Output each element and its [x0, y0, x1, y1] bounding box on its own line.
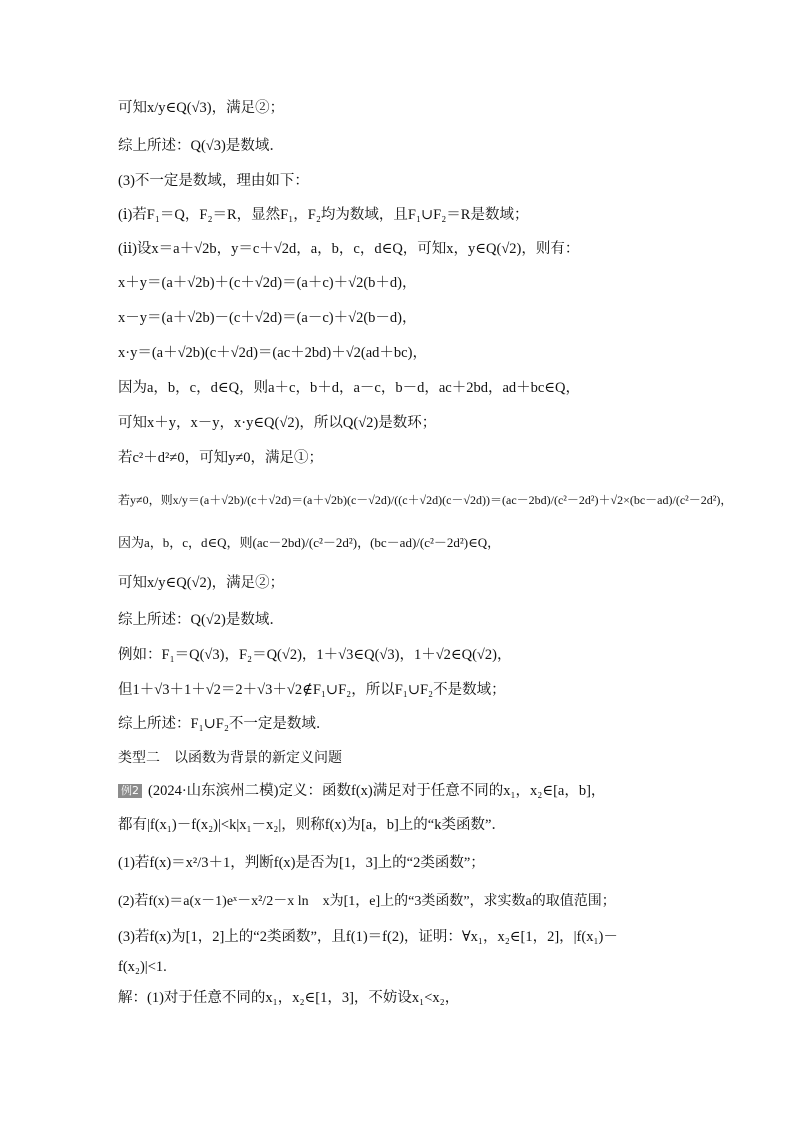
- text-line: 都有|f(x₁)－f(x₂)|<k|x₁－x₂|，则称f(x)为[a，b]上的“k类函数”．: [118, 817, 506, 833]
- text-line: (2024·山东滨州二模)定义：函数f(x)满足对于任意不同的x₁，x₂∈[a，b]，: [148, 783, 606, 799]
- text-line: (3)若f(x)为[1，2]上的“2类函数”，且f(1)＝f(2)，证明：∀x₁，x₂∈[1，2]，|f(x₁)－: [118, 929, 618, 945]
- text-line: 综上所述：Q(√3)是数域．: [118, 138, 284, 154]
- text-line: 因为a，b，c，d∈Q，则a＋c，b＋d，a－c，b－d，ac＋2bd，ad＋bc∈Q，: [118, 380, 581, 396]
- text-line: (ⅰ)若F₁＝Q，F₂＝R，显然F₁，F₂均为数域，且F₁∪F₂＝R是数域；: [118, 207, 529, 223]
- text-line: 若c²＋d²≠0，可知y≠0，满足①；: [118, 450, 324, 466]
- text-line: (1)若f(x)＝x²/3＋1，判断f(x)是否为[1，3]上的“2类函数”；: [118, 855, 485, 871]
- example-tag: 例2: [118, 784, 142, 798]
- text-line: 综上所述：Q(√2)是数域．: [118, 612, 284, 628]
- text-line: f(x₂)|<1.: [118, 959, 167, 975]
- text-line: 例如：F₁＝Q(√3)，F₂＝Q(√2)，1＋√3∈Q(√3)，1＋√2∈Q(√2)，: [118, 647, 512, 663]
- section-title: 类型二 以函数为背景的新定义问题: [118, 750, 342, 766]
- text-line: 解：(1)对于任意不同的x₁，x₂∈[1，3]，不妨设x₁<x₂，: [118, 990, 460, 1006]
- text-line: 综上所述：F₁∪F₂不一定是数域．: [118, 716, 331, 732]
- text-line: 但1＋√3＋1＋√2＝2＋√3＋√2∉F₁∪F₂，所以F₁∪F₂不是数域；: [118, 682, 506, 698]
- text-line: 因为a，b，c，d∈Q，则(ac－2bd)/(c²－2d²)，(bc－ad)/(c²－2d²)∈Q，: [118, 535, 501, 550]
- example-first-line: [118, 781, 605, 801]
- text-line: (2)若f(x)＝a(x－1)eˣ－x²/2－x ln x为[1，e]上的“3类函数”，求实数a的取值范围；: [118, 894, 616, 909]
- text-line: (3)不一定是数域，理由如下：: [118, 173, 309, 189]
- text-line: 可知x/y∈Q(√3)，满足②；: [118, 100, 285, 116]
- text-line: x＋y＝(a＋√2b)＋(c＋√2d)＝(a＋c)＋√2(b＋d)，: [118, 275, 417, 291]
- text-line: 若y≠0，则x/y＝(a＋√2b)/(c＋√2d)＝(a＋√2b)(c－√2d)/((c＋√2d)(c－√2d))＝(ac－2bd)/(c²－2d²)＋√2×(bc－ad)/(c²－2d²)，: [118, 493, 733, 507]
- text-line: x－y＝(a＋√2b)－(c＋√2d)＝(a－c)＋√2(b－d)，: [118, 310, 417, 326]
- text-line: x·y＝(a＋√2b)(c＋√2d)＝(ac＋2bd)＋√2(ad＋bc)，: [118, 345, 427, 361]
- text-line: 可知x＋y，x－y，x·y∈Q(√2)，所以Q(√2)是数环；: [118, 415, 437, 431]
- text-line: (ⅱ)设x＝a＋√2b，y＝c＋√2d，a，b，c，d∈Q，可知x，y∈Q(√2)，则有：: [118, 241, 580, 257]
- text-line: 可知x/y∈Q(√2)，满足②；: [118, 575, 285, 591]
